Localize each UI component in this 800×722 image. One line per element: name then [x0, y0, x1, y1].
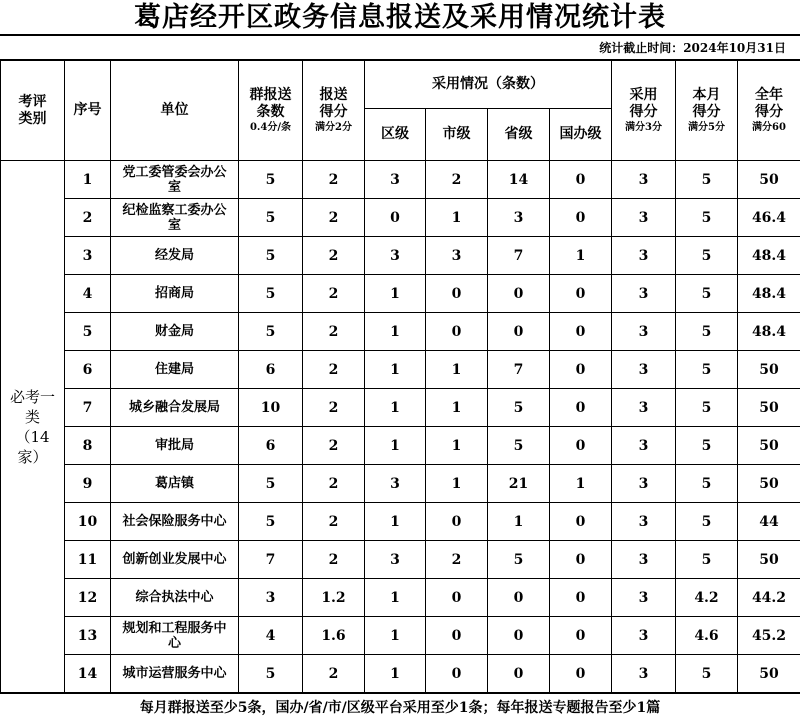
- cell-report-score: 2: [303, 237, 365, 275]
- cell-month-score: 4.2: [676, 579, 738, 617]
- cell-month-score: 5: [676, 351, 738, 389]
- cell-month-score: 5: [676, 275, 738, 313]
- header-district: 区级: [365, 109, 426, 161]
- cell-report-score: 2: [303, 351, 365, 389]
- cell-year-score: 50: [738, 541, 800, 579]
- cell-reports: 5: [239, 313, 303, 351]
- header-report-score-note: 满分2分: [303, 121, 364, 135]
- cell-year-score: 46.4: [738, 199, 800, 237]
- cell-report-score: 1.6: [303, 617, 365, 655]
- cell-month-score: 4.6: [676, 617, 738, 655]
- cell-reports: 6: [239, 427, 303, 465]
- cell-index: 8: [65, 427, 111, 465]
- cell-state-office: 0: [550, 389, 612, 427]
- cell-district: 1: [365, 427, 426, 465]
- cell-state-office: 0: [550, 427, 612, 465]
- cell-reports: 6: [239, 351, 303, 389]
- table-row: [1, 237, 800, 275]
- footer-note: 每月群报送至少5条，国办/省/市/区级平台采用至少1条；每年报送专题报告至少1篇: [0, 693, 800, 722]
- cell-month-score: 5: [676, 465, 738, 503]
- cell-adoption-score: 3: [612, 465, 676, 503]
- cell-district: 1: [365, 579, 426, 617]
- cell-district: 1: [365, 503, 426, 541]
- cell-year-score: 45.2: [738, 617, 800, 655]
- cell-index: 3: [65, 237, 111, 275]
- cell-province: 3: [488, 199, 550, 237]
- cell-district: 3: [365, 237, 426, 275]
- cell-year-score: 48.4: [738, 237, 800, 275]
- cell-report-score: 2: [303, 313, 365, 351]
- cell-unit: 城市运营服务中心: [111, 655, 239, 693]
- cell-year-score: 48.4: [738, 313, 800, 351]
- cell-year-score: 44: [738, 503, 800, 541]
- cell-report-score: 1.2: [303, 579, 365, 617]
- cell-province: 21: [488, 465, 550, 503]
- cell-city: 1: [426, 427, 488, 465]
- cell-city: 0: [426, 617, 488, 655]
- header-year-score-label: 全年得分: [738, 87, 800, 121]
- header-province: 省级: [488, 109, 550, 161]
- cell-city: 1: [426, 199, 488, 237]
- cell-reports: 3: [239, 579, 303, 617]
- cell-city: 0: [426, 655, 488, 693]
- cell-unit: 社会保险服务中心: [111, 503, 239, 541]
- header-month-score: [676, 61, 738, 161]
- cell-state-office: 1: [550, 465, 612, 503]
- cell-district: 1: [365, 617, 426, 655]
- cell-adoption-score: 3: [612, 427, 676, 465]
- cell-year-score: 50: [738, 465, 800, 503]
- cell-province: 7: [488, 237, 550, 275]
- header-group-report-note: 0.4分/条: [239, 121, 302, 135]
- table-row: [1, 275, 800, 313]
- header-category: 考评类别: [1, 61, 65, 161]
- cell-reports: 5: [239, 237, 303, 275]
- cell-unit: 创新创业发展中心: [111, 541, 239, 579]
- cell-reports: 4: [239, 617, 303, 655]
- cell-state-office: 0: [550, 541, 612, 579]
- cell-month-score: 5: [676, 199, 738, 237]
- cell-unit: 住建局: [111, 351, 239, 389]
- header-month-score-note: 满分5分: [676, 121, 737, 135]
- cell-report-score: 2: [303, 161, 365, 199]
- cell-index: 10: [65, 503, 111, 541]
- cell-state-office: 0: [550, 617, 612, 655]
- cell-month-score: 5: [676, 541, 738, 579]
- cell-unit: 招商局: [111, 275, 239, 313]
- cell-province: 0: [488, 655, 550, 693]
- cell-city: 1: [426, 351, 488, 389]
- header-adoption-score: [612, 61, 676, 161]
- page-title: 葛店经开区政务信息报送及采用情况统计表: [0, 0, 800, 36]
- cell-unit: 党工委管委会办公室: [111, 161, 239, 199]
- table-row: [1, 351, 800, 389]
- cell-index: 7: [65, 389, 111, 427]
- cell-year-score: 50: [738, 351, 800, 389]
- cell-unit: 纪检监察工委办公室: [111, 199, 239, 237]
- cell-index: 1: [65, 161, 111, 199]
- table-row: [1, 655, 800, 693]
- cell-state-office: 0: [550, 199, 612, 237]
- cell-year-score: 50: [738, 161, 800, 199]
- header-adoption-score-label: 采用得分: [612, 87, 675, 121]
- cell-city: 1: [426, 465, 488, 503]
- cell-month-score: 5: [676, 161, 738, 199]
- cell-month-score: 5: [676, 503, 738, 541]
- table-row: [1, 617, 800, 655]
- cell-state-office: 0: [550, 351, 612, 389]
- cell-unit: 规划和工程服务中心: [111, 617, 239, 655]
- table-row: [1, 427, 800, 465]
- cell-district: 1: [365, 275, 426, 313]
- cell-province: 7: [488, 351, 550, 389]
- cell-adoption-score: 3: [612, 655, 676, 693]
- cell-adoption-score: 3: [612, 313, 676, 351]
- cell-adoption-score: 3: [612, 199, 676, 237]
- cell-city: 0: [426, 313, 488, 351]
- cell-report-score: 2: [303, 655, 365, 693]
- cell-reports: 5: [239, 275, 303, 313]
- cell-unit: 城乡融合发展局: [111, 389, 239, 427]
- cell-province: 0: [488, 275, 550, 313]
- cell-report-score: 2: [303, 541, 365, 579]
- cell-year-score: 50: [738, 427, 800, 465]
- cell-district: 1: [365, 351, 426, 389]
- cell-report-score: 2: [303, 427, 365, 465]
- cell-city: 1: [426, 389, 488, 427]
- cell-adoption-score: 3: [612, 161, 676, 199]
- cell-province: 14: [488, 161, 550, 199]
- cell-month-score: 5: [676, 655, 738, 693]
- header-index: 序号: [65, 61, 111, 161]
- cell-index: 9: [65, 465, 111, 503]
- cell-state-office: 0: [550, 579, 612, 617]
- cell-province: 5: [488, 389, 550, 427]
- table-row: [1, 199, 800, 237]
- header-report-score: [303, 61, 365, 161]
- cell-index: 5: [65, 313, 111, 351]
- cell-index: 2: [65, 199, 111, 237]
- header-year-score: [738, 61, 800, 161]
- category-cell: 必考一类（14家）: [1, 161, 65, 693]
- cell-unit: 葛店镇: [111, 465, 239, 503]
- cell-state-office: 0: [550, 161, 612, 199]
- cell-district: 3: [365, 465, 426, 503]
- cell-district: 3: [365, 541, 426, 579]
- cell-index: 12: [65, 579, 111, 617]
- cell-year-score: 50: [738, 655, 800, 693]
- cell-province: 0: [488, 313, 550, 351]
- cell-city: 0: [426, 579, 488, 617]
- cell-city: 3: [426, 237, 488, 275]
- cell-province: 0: [488, 579, 550, 617]
- header-state-office: 国办级: [550, 109, 612, 161]
- cell-province: 5: [488, 427, 550, 465]
- header-city: 市级: [426, 109, 488, 161]
- table-row: [1, 389, 800, 427]
- cell-adoption-score: 3: [612, 541, 676, 579]
- table-row: [1, 579, 800, 617]
- table-body: [1, 161, 800, 693]
- table-row: [1, 161, 800, 199]
- cell-city: 2: [426, 541, 488, 579]
- cell-adoption-score: 3: [612, 351, 676, 389]
- header-group-report: [239, 61, 303, 161]
- cell-report-score: 2: [303, 465, 365, 503]
- cell-reports: 5: [239, 465, 303, 503]
- cell-index: 14: [65, 655, 111, 693]
- cell-month-score: 5: [676, 427, 738, 465]
- cell-reports: 5: [239, 161, 303, 199]
- header-year-score-note: 满分60: [738, 121, 800, 135]
- cell-adoption-score: 3: [612, 503, 676, 541]
- cell-state-office: 0: [550, 655, 612, 693]
- cell-report-score: 2: [303, 503, 365, 541]
- stats-table: [0, 60, 800, 693]
- stat-date: 统计截止时间：2024年10月31日: [0, 36, 800, 60]
- cell-adoption-score: 3: [612, 275, 676, 313]
- cell-index: 4: [65, 275, 111, 313]
- cell-unit: 审批局: [111, 427, 239, 465]
- header-adoption: 采用情况（条数）: [365, 61, 612, 109]
- cell-unit: 财金局: [111, 313, 239, 351]
- cell-district: 1: [365, 313, 426, 351]
- table-row: [1, 313, 800, 351]
- cell-index: 13: [65, 617, 111, 655]
- header-unit: 单位: [111, 61, 239, 161]
- cell-index: 6: [65, 351, 111, 389]
- cell-month-score: 5: [676, 237, 738, 275]
- cell-month-score: 5: [676, 313, 738, 351]
- header-month-score-label: 本月得分: [676, 87, 737, 121]
- cell-reports: 5: [239, 503, 303, 541]
- header-adoption-score-note: 满分3分: [612, 121, 675, 135]
- table-row: [1, 541, 800, 579]
- cell-state-office: 0: [550, 275, 612, 313]
- cell-month-score: 5: [676, 389, 738, 427]
- cell-city: 0: [426, 275, 488, 313]
- header-report-score-label: 报送得分: [303, 87, 364, 121]
- cell-index: 11: [65, 541, 111, 579]
- cell-adoption-score: 3: [612, 617, 676, 655]
- cell-report-score: 2: [303, 275, 365, 313]
- cell-state-office: 0: [550, 313, 612, 351]
- cell-state-office: 0: [550, 503, 612, 541]
- cell-district: 3: [365, 161, 426, 199]
- cell-province: 1: [488, 503, 550, 541]
- cell-adoption-score: 3: [612, 579, 676, 617]
- cell-adoption-score: 3: [612, 389, 676, 427]
- cell-reports: 7: [239, 541, 303, 579]
- table-row: [1, 465, 800, 503]
- cell-province: 5: [488, 541, 550, 579]
- cell-year-score: 50: [738, 389, 800, 427]
- cell-unit: 经发局: [111, 237, 239, 275]
- table-row: [1, 503, 800, 541]
- cell-reports: 5: [239, 655, 303, 693]
- cell-year-score: 48.4: [738, 275, 800, 313]
- cell-state-office: 1: [550, 237, 612, 275]
- cell-district: 1: [365, 655, 426, 693]
- cell-province: 0: [488, 617, 550, 655]
- cell-unit: 综合执法中心: [111, 579, 239, 617]
- cell-district: 0: [365, 199, 426, 237]
- cell-city: 0: [426, 503, 488, 541]
- cell-reports: 10: [239, 389, 303, 427]
- cell-year-score: 44.2: [738, 579, 800, 617]
- header-group-report-label: 群报送条数: [239, 87, 302, 121]
- cell-reports: 5: [239, 199, 303, 237]
- cell-report-score: 2: [303, 199, 365, 237]
- cell-adoption-score: 3: [612, 237, 676, 275]
- cell-district: 1: [365, 389, 426, 427]
- cell-report-score: 2: [303, 389, 365, 427]
- cell-city: 2: [426, 161, 488, 199]
